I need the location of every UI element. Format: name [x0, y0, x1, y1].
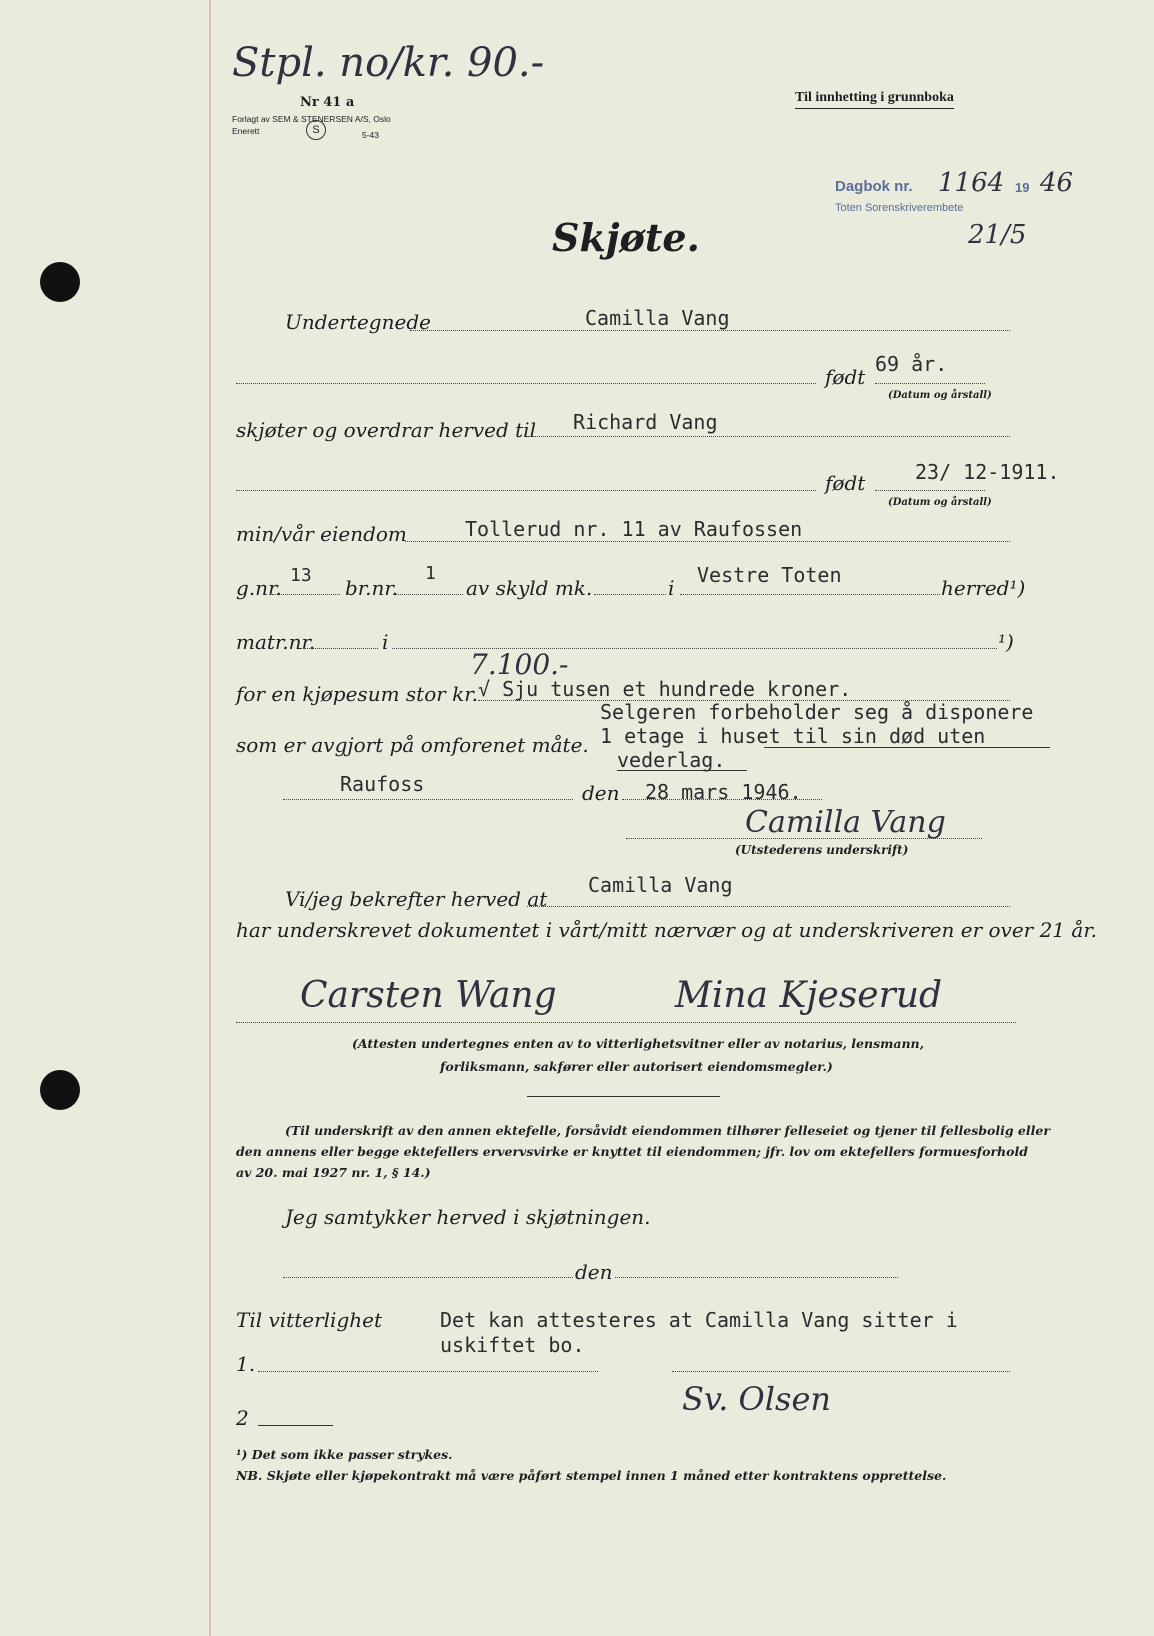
footnote-1: ¹) Det som ikke passer strykes. [236, 1447, 453, 1462]
eiendom-value: Tollerud nr. 11 av Raufossen [465, 517, 803, 541]
fodt2-line [236, 490, 816, 491]
matr-i-label: i [382, 630, 389, 654]
mate-label: som er avgjort på omforenet måte. [236, 733, 589, 757]
datum-caption-1: (Datum og årstall) [888, 390, 992, 401]
stamp-year: 46 [1040, 168, 1074, 198]
brnr-value: 1 [425, 563, 436, 584]
publisher-code: 5-43 [362, 130, 380, 140]
publisher-enerett: Enerett [232, 126, 260, 136]
fodt1-value-line [875, 383, 985, 384]
mate-line-2: 1 etage i huset til sin død uten [600, 724, 986, 748]
registry-note: Til innhetting i grunnboka [795, 90, 954, 109]
herred-value: Vestre Toten [697, 563, 842, 587]
date-value: 28 mars 1946. [645, 780, 802, 804]
herred-label: herred¹) [941, 576, 1026, 600]
brnr-label: br.nr. [345, 576, 399, 600]
margin-rule [209, 0, 211, 1636]
undertegnede-line [410, 330, 1010, 331]
datum-caption-2: (Datum og årstall) [888, 497, 992, 508]
fodt2-value-line [875, 490, 985, 491]
attest-typed-2: uskiftet bo. [440, 1333, 585, 1357]
stamp-label: Dagbok nr. [835, 178, 913, 195]
separator-line [527, 1096, 720, 1097]
herred-i-label: i [668, 576, 675, 600]
undertegnede-value: Camilla Vang [585, 306, 730, 330]
eiendom-line [405, 541, 1010, 542]
stamp-number: 1164 [938, 168, 1005, 198]
bekrefter-label: Vi/jeg bekrefter herved at [285, 887, 548, 911]
attest-note-2: forliksmann, sakfører eller autorisert eiendomsmegler.) [440, 1059, 833, 1074]
fodt2-label: født [825, 471, 866, 495]
mate-line-1: Selgeren forbeholder seg å disponere [600, 700, 1034, 724]
place-value: Raufoss [340, 772, 425, 796]
vitterlighet-label: Til vitterlighet [236, 1308, 383, 1332]
signature-line [626, 838, 982, 839]
matr-footnote-mark: ¹) [998, 630, 1014, 654]
spouse-note-3: av 20. mai 1927 nr. 1, § 14.) [236, 1165, 431, 1180]
den2-label: den [575, 1260, 613, 1284]
witness-line-2 [258, 1425, 333, 1426]
den-label: den [582, 781, 620, 805]
mate-underline-1 [764, 747, 1050, 748]
attest-note-1: (Attesten undertegnes enten av to vitterlighetsvitner eller av notarius, lensmann, [352, 1036, 924, 1051]
gnr-label: g.nr. [236, 576, 282, 600]
footnote-2: NB. Skjøte eller kjøpekontrakt må være påført stempel innen 1 måned etter kontraktens opprettelse. [236, 1468, 947, 1483]
fodt1-value: 69 år. [875, 352, 948, 376]
kjopesum-handwritten: 7.100.- [470, 648, 569, 681]
samtykker-text: Jeg samtykker herved i skjøtningen. [285, 1205, 651, 1229]
witness-line-1b [672, 1371, 1010, 1372]
fodt2-value: 23/ 12-1911. [915, 460, 1060, 484]
undertegnede-label: Undertegnede [285, 310, 431, 334]
skyld-line [594, 594, 666, 595]
mate-underline-2 [617, 770, 747, 771]
witness-line [236, 1022, 1016, 1023]
punch-hole-bottom [40, 1070, 80, 1110]
matr-line [300, 648, 378, 649]
spouse-note-2: den annens eller begge ektefellers ervervsvirke er knyttet til eiendommen; jfr. lov om ektefellers formuesforhold [236, 1144, 1028, 1159]
page-title: Skjøte. [552, 215, 700, 260]
punch-hole-top [40, 262, 80, 302]
skjoter-line [528, 436, 1010, 437]
bekrefter-line [527, 906, 1010, 907]
publisher-line: Forlagt av SEM & STENERSEN A/S, Oslo [232, 114, 391, 124]
stamp-date: 21/5 [968, 220, 1027, 250]
witness-line-1 [258, 1371, 598, 1372]
handwritten-stamp-fee: Stpl. no/kr. 90.- [232, 40, 545, 86]
signature-caption: (Utstederens underskrift) [735, 843, 909, 857]
witness-number-1: 1. [236, 1352, 256, 1376]
place-line [283, 799, 573, 800]
bekrefter-text: har underskrevet dokumentet i vårt/mitt nærvær og at underskriveren er over 21 år. [236, 918, 1098, 942]
skjoter-label: skjøter og overdrar herved til [236, 418, 536, 442]
olsen-signature: Sv. Olsen [682, 1380, 831, 1418]
seller-signature: Camilla Vang [745, 805, 946, 840]
brnr-line [393, 594, 463, 595]
spouse-note-1: (Til underskrift av den annen ektefelle, forsåvidt eiendommen tilhører felleseiet og tjener til fellesbolig eller [285, 1123, 1050, 1138]
gnr-line [272, 594, 340, 595]
consent-date-line [615, 1277, 898, 1278]
kjopesum-value: √ Sju tusen et hundrede kroner. [478, 677, 852, 701]
skjoter-value: Richard Vang [573, 410, 718, 434]
fodt1-line [236, 383, 816, 384]
witness-signature-1: Carsten Wang [300, 975, 557, 1016]
matr-label: matr.nr. [236, 630, 316, 654]
stamp-office: Toten Sorenskriverembete [835, 202, 964, 214]
attest-typed-1: Det kan attesteres at Camilla Vang sitter i [440, 1308, 958, 1332]
stamp-year-prefix: 19 [1015, 180, 1030, 195]
mate-line-3: vederlag. [617, 748, 726, 772]
publisher-logo-icon: S [306, 120, 326, 140]
kjopesum-label: for en kjøpesum stor kr. [236, 682, 479, 706]
skyld-label: av skyld mk. [466, 576, 593, 600]
witness-signature-2: Mina Kjeserud [675, 975, 943, 1016]
witness-number-2: 2 [236, 1406, 249, 1430]
consent-place-line [283, 1277, 573, 1278]
fodt1-label: født [825, 365, 866, 389]
gnr-value: 13 [290, 565, 312, 586]
bekrefter-value: Camilla Vang [588, 873, 733, 897]
herred-line [680, 594, 940, 595]
eiendom-label: min/vår eiendom [236, 522, 407, 546]
form-number: Nr 41 a [300, 95, 355, 110]
